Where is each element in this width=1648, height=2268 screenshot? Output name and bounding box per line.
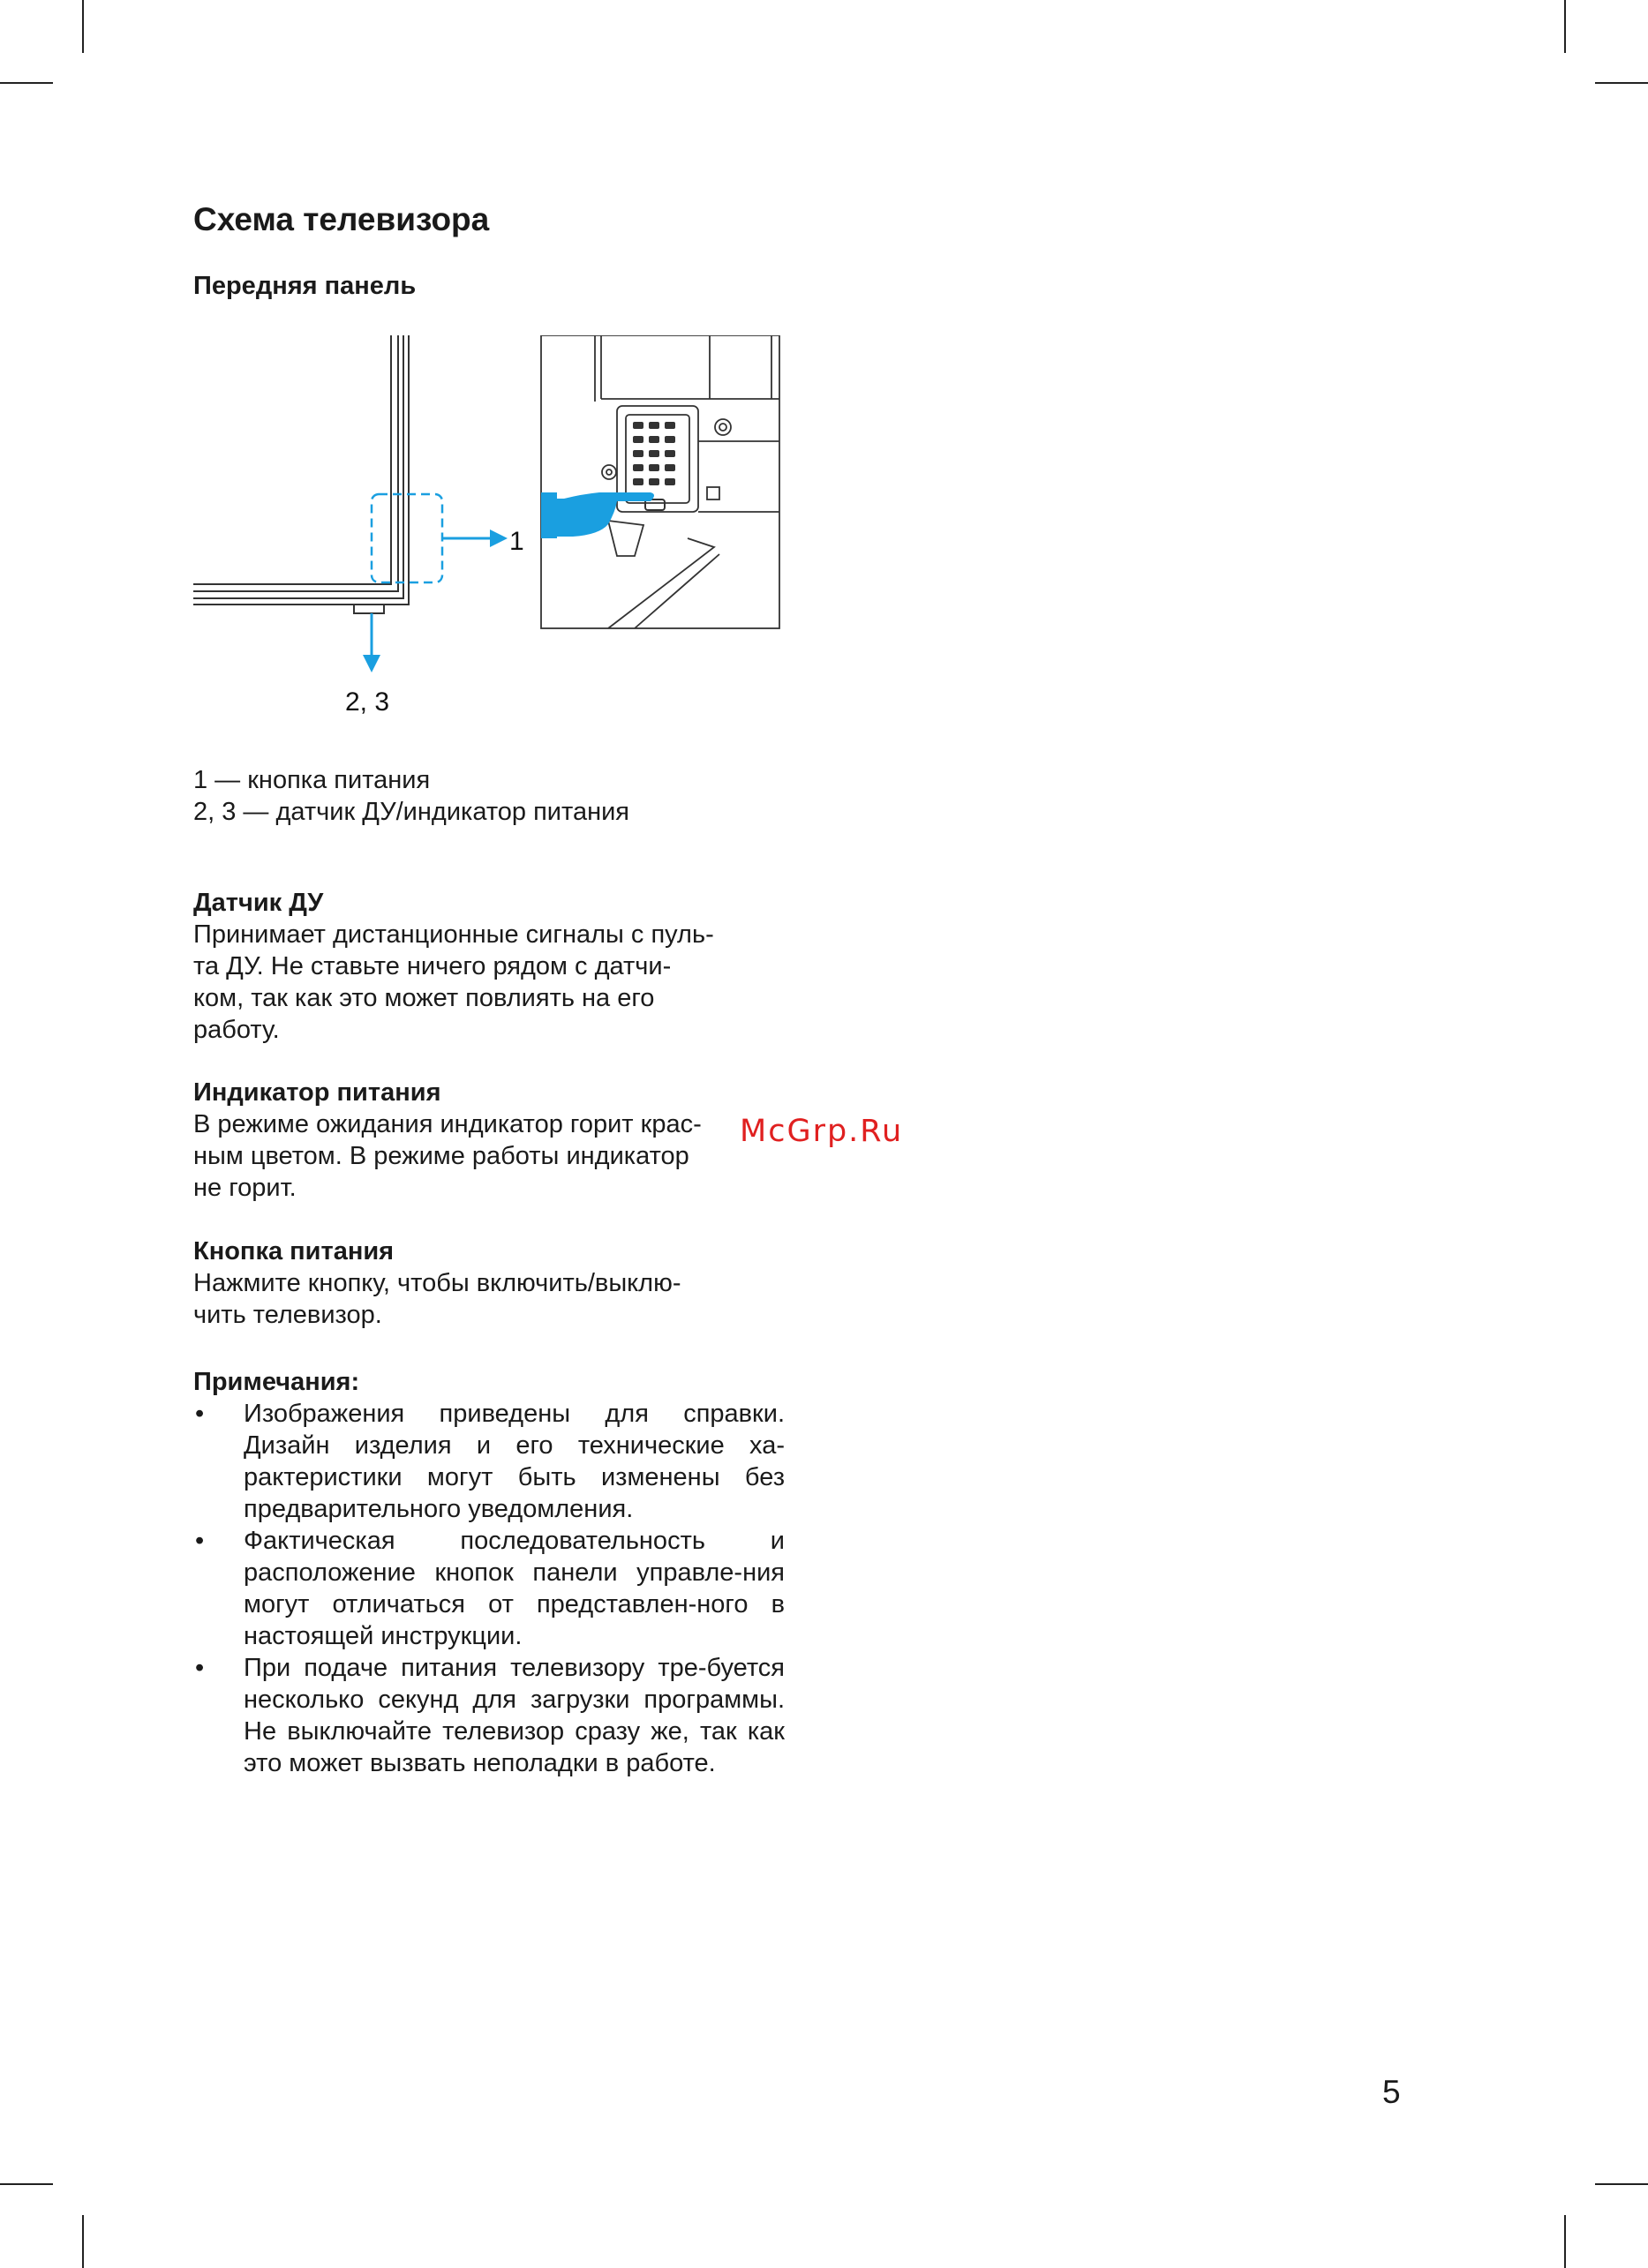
vent-slots: [633, 422, 675, 485]
crop-mark: [1595, 2183, 1648, 2185]
power-button-highlight: [372, 494, 442, 582]
legend-item: 2, 3 — датчик ДУ/индикатор питания: [193, 798, 630, 826]
callout-2-3: 2, 3: [345, 687, 390, 717]
crop-mark: [1564, 2215, 1566, 2268]
arrow-right-icon: [490, 529, 508, 547]
paragraph-line: В режиме ожидания индикатор горит крас-: [193, 1110, 702, 1138]
paragraph-line: чить телевизор.: [193, 1301, 382, 1329]
crop-mark: [0, 82, 53, 84]
section-power-button: [193, 1235, 785, 1331]
paragraph-line: Принимает дистанционные сигналы с пуль-: [193, 920, 714, 949]
notes-section: [193, 1366, 785, 1779]
crop-mark: [1595, 82, 1648, 84]
paragraph-line: не горит.: [193, 1174, 297, 1202]
page-title: Схема телевизора: [193, 201, 490, 237]
list-item: • При подаче питания телевизору тре-буется несколько секунд для загрузки программы. Не выключайте телевизор сразу же, так как это может вызвать неполадки в работе.: [193, 1652, 785, 1779]
tv-bezel-corner: [193, 335, 409, 605]
section-heading: Кнопка питания: [193, 1237, 395, 1265]
paragraph-line: Нажмите кнопку, чтобы включить/выклю-: [193, 1269, 681, 1297]
crop-mark: [0, 2183, 53, 2185]
crop-mark: [82, 2215, 84, 2268]
section-heading: Датчик ДУ: [193, 889, 324, 917]
watermark: McGrp.Ru: [740, 1114, 904, 1149]
section-subtitle: Передняя панель: [193, 272, 417, 300]
arrow-down-icon: [363, 655, 380, 672]
section-remote-sensor: [193, 887, 785, 1046]
crop-mark: [82, 0, 84, 53]
paragraph-line: ным цветом. В режиме работы индикатор: [193, 1142, 689, 1170]
section-power-indicator: [193, 1077, 785, 1204]
paragraph-line: та ДУ. Не ставьте ничего рядом с датчи-: [193, 952, 672, 980]
figure-legend: [193, 764, 629, 828]
callout-1: 1: [509, 527, 524, 556]
tv-front-panel-diagram: [193, 335, 794, 724]
notes-list: [193, 1398, 785, 1779]
list-item: • Изображения приведены для справки. Дизайн изделия и его технические ха-рактеристики могут быть изменены без предварительного уведомления.: [193, 1398, 785, 1525]
list-item: • Фактическая последовательность и расположение кнопок панели управле-ния могут отличаться от представлен-ного в настоящей инструкции.: [193, 1525, 785, 1652]
section-heading: Индикатор питания: [193, 1078, 441, 1107]
paragraph-line: ком, так как это может повлиять на его: [193, 984, 655, 1012]
detail-inset: [541, 335, 779, 628]
page-number: 5: [1382, 2074, 1401, 2110]
remote-sensor: [354, 605, 384, 613]
paragraph-line: работу.: [193, 1016, 280, 1044]
pointing-hand-icon: [541, 492, 654, 538]
legend-item: 1 — кнопка питания: [193, 766, 431, 794]
crop-mark: [1564, 0, 1566, 53]
notes-heading: Примечания:: [193, 1368, 360, 1396]
